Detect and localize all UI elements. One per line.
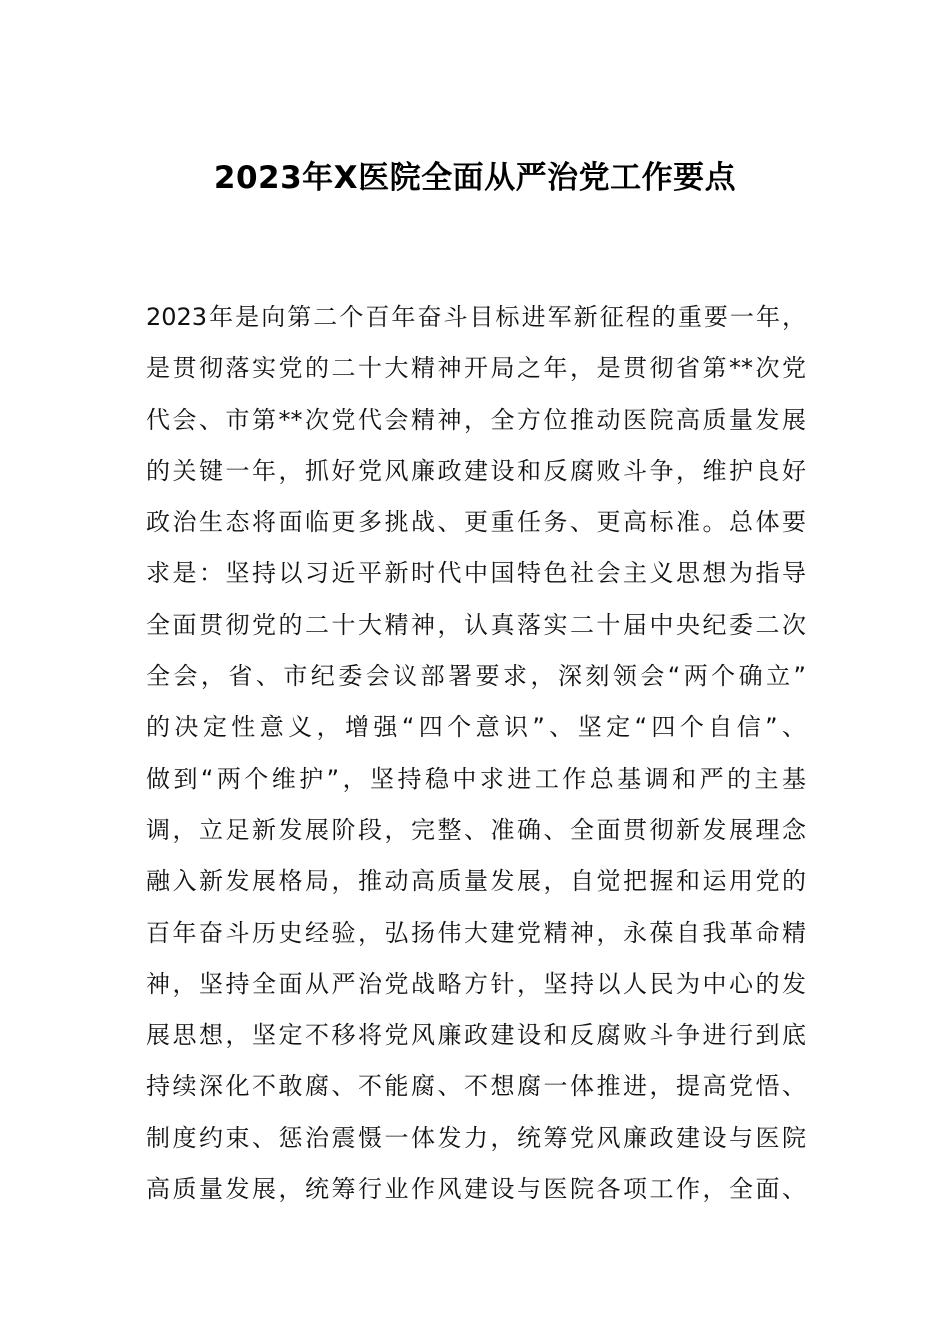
paragraph-line: 是贯彻落实党的二十大精神开局之年，是贯彻省第**次党 (146, 354, 806, 383)
paragraph-line: 全会，省、市纪委会议部署要求，深刻领会“两个确立” (146, 662, 806, 691)
paragraph-line: 制度约束、惩治震慑一体发力，统筹党风廉政建设与医院 (146, 1123, 806, 1152)
document-title: 2023年X医院全面从严治党工作要点 (213, 160, 737, 196)
paragraph-line: 高质量发展，统筹行业作风建设与医院各项工作，全面、 (146, 1175, 806, 1204)
paragraph-line: 展思想，坚定不移将党风廉政建设和反腐败斗争进行到底 (146, 1021, 806, 1050)
paragraph-line: 做到“两个维护”，坚持稳中求进工作总基调和严的主基 (146, 764, 806, 793)
paragraph-line: 的决定性意义，增强“四个意识”、坚定“四个自信”、 (146, 713, 806, 742)
paragraph-line: 百年奋斗历史经验，弘扬伟大建党精神，永葆自我革命精 (146, 918, 806, 947)
paragraph-line: 全面贯彻党的二十大精神，认真落实二十届中央纪委二次 (146, 610, 806, 639)
paragraph-line: 代会、市第**次党代会精神，全方位推动医院高质量发展 (146, 405, 806, 434)
paragraph-line: 神，坚持全面从严治党战略方针，坚持以人民为中心的发 (146, 969, 806, 998)
paragraph-line: 2023年是向第二个百年奋斗目标进军新征程的重要一年， (146, 303, 806, 331)
paragraph-line: 的关键一年，抓好党风廉政建设和反腐败斗争，维护良好 (146, 456, 806, 485)
body-paragraph (146, 292, 816, 1215)
paragraph-line: 融入新发展格局，推动高质量发展，自觉把握和运用党的 (146, 867, 806, 896)
paragraph-line: 求是：坚持以习近平新时代中国特色社会主义思想为指导 (146, 559, 806, 588)
paragraph-line: 持续深化不敢腐、不能腐、不想腐一体推进，提高党悟、 (146, 1072, 806, 1101)
paragraph-line: 调，立足新发展阶段，完整、准确、全面贯彻新发展理念 (146, 815, 806, 844)
paragraph-line: 政治生态将面临更多挑战、更重任务、更高标准。总体要 (146, 508, 806, 537)
